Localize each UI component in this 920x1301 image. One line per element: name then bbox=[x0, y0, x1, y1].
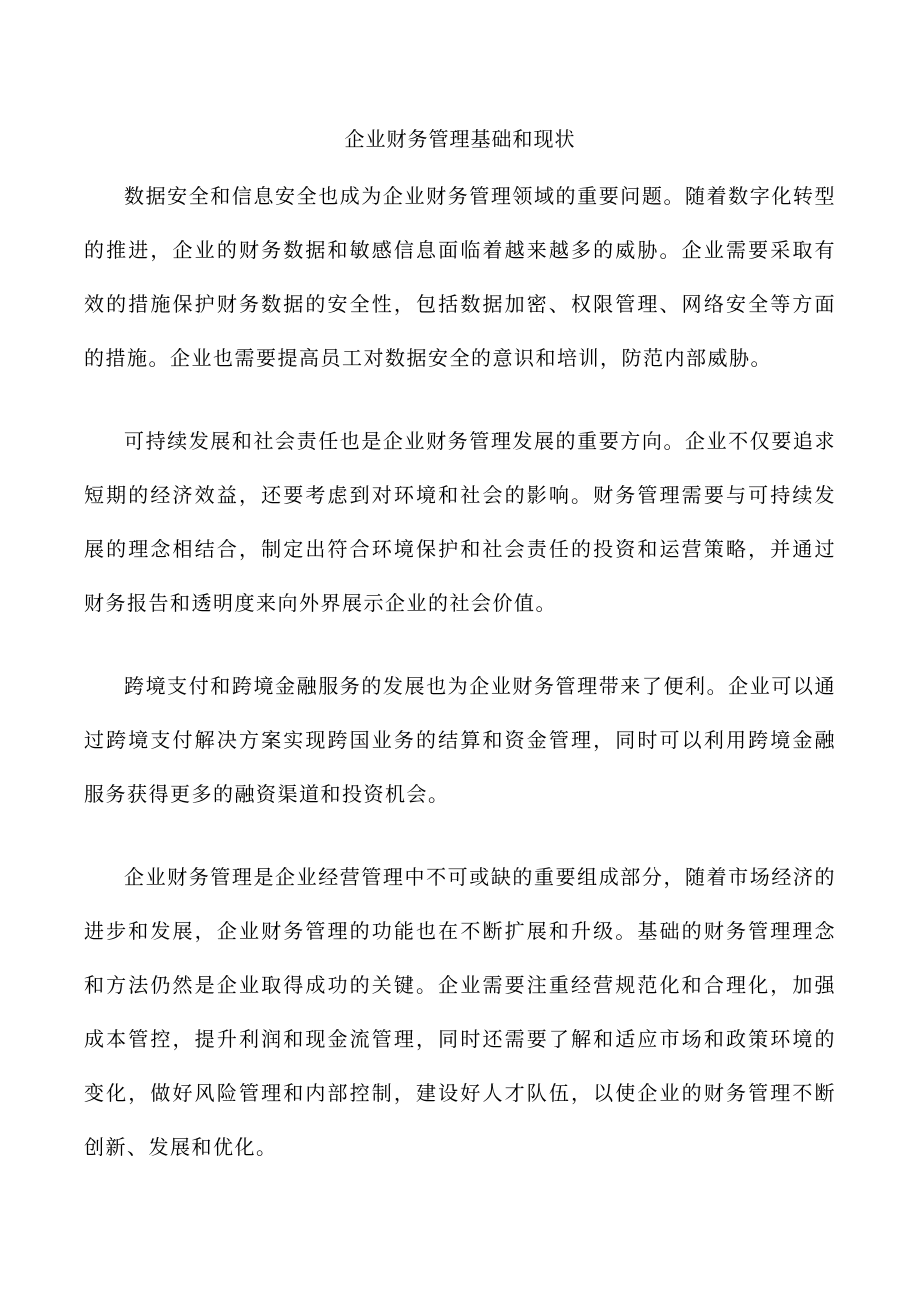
document-body bbox=[84, 169, 836, 1203]
paragraph-sustainability: 可持续发展和社会责任也是企业财务管理发展的重要方向。企业不仅要追求短期的经济效益，还要考虑到对环境和社会的影响。财务管理需要与可持续发展的理念相结合，制定出符合环境保护和社会责任的投资和运营策略，并通过财务报告和透明度来向外界展示企业的社会价值。 bbox=[84, 429, 836, 615]
paragraph-financial-management: 企业财务管理是企业经营管理中不可或缺的重要组成部分，随着市场经济的进步和发展，企业财务管理的功能也在不断扩展和升级。基础的财务管理理念和方法仍然是企业取得成功的关键。企业需要注重经营规范化和合理化，加强成本管控，提升利润和现金流管理，同时还需要了解和适应市场和政策环境的变化，做好风险管理和内部控制，建设好人才队伍，以使企业的财务管理不断创新、发展和优化。 bbox=[84, 865, 836, 1159]
paragraph-cross-border: 跨境支付和跨境金融服务的发展也为企业财务管理带来了便利。企业可以通过跨境支付解决方案实现跨国业务的结算和资金管理，同时可以利用跨境金融服务获得更多的融资渠道和投资机会。 bbox=[84, 674, 836, 806]
paragraph-data-security: 数据安全和信息安全也成为企业财务管理领域的重要问题。随着数字化转型的推进，企业的财务数据和敏感信息面临着越来越多的威胁。企业需要采取有效的措施保护财务数据的安全性，包括数据加密、权限管理、网络安全等方面的措施。企业也需要提高员工对数据安全的意识和培训，防范内部威胁。 bbox=[84, 184, 836, 370]
document-title: 企业财务管理基础和现状 bbox=[344, 127, 576, 151]
